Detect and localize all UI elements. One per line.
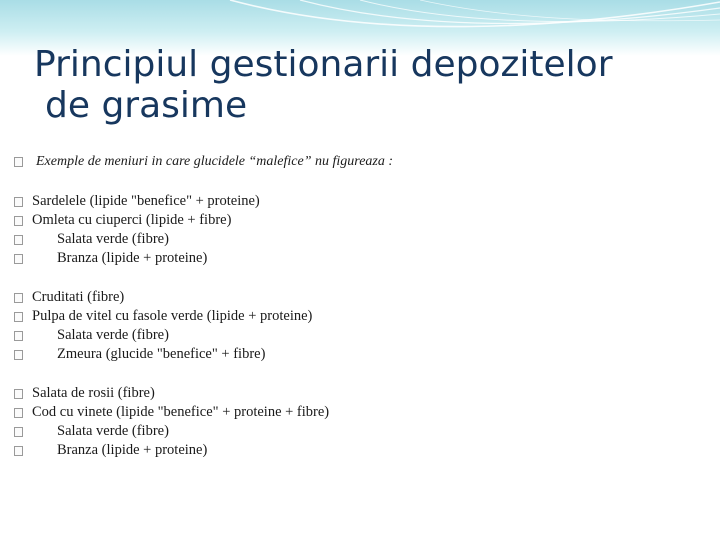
list-item bbox=[14, 403, 329, 422]
square-bullet-icon bbox=[14, 312, 23, 322]
list-item bbox=[14, 384, 155, 403]
list-item-text: Zmeura (glucide "benefice" + fibre) bbox=[57, 346, 266, 362]
list-item-text: Cod cu vinete (lipide "benefice" + proteine + fibre) bbox=[32, 404, 330, 420]
list-item bbox=[14, 192, 260, 211]
square-bullet-icon bbox=[14, 235, 23, 245]
list-item-text: Omleta cu ciuperci (lipide + fibre) bbox=[32, 212, 232, 228]
intro-item bbox=[14, 152, 393, 171]
list-item bbox=[14, 326, 169, 345]
square-bullet-icon bbox=[14, 427, 23, 437]
list-item bbox=[14, 441, 207, 460]
list-item bbox=[14, 422, 169, 441]
square-bullet-icon bbox=[14, 197, 23, 207]
page-title bbox=[34, 44, 694, 126]
square-bullet-icon bbox=[14, 389, 23, 399]
square-bullet-icon bbox=[14, 254, 23, 264]
square-bullet-icon bbox=[14, 293, 23, 303]
square-bullet-icon bbox=[14, 157, 23, 167]
list-item-text: Sardelele (lipide "benefice" + proteine) bbox=[32, 193, 260, 209]
list-item bbox=[14, 249, 207, 268]
square-bullet-icon bbox=[14, 216, 23, 226]
square-bullet-icon bbox=[14, 408, 23, 418]
list-item-text: Salata de rosii (fibre) bbox=[32, 385, 155, 401]
list-item-text: Cruditati (fibre) bbox=[32, 289, 125, 305]
list-item bbox=[14, 307, 312, 326]
square-bullet-icon bbox=[14, 446, 23, 456]
list-item-text: Salata verde (fibre) bbox=[57, 327, 169, 343]
list-item bbox=[14, 230, 169, 249]
list-item-text: Branza (lipide + proteine) bbox=[57, 442, 208, 458]
list-item-text: Branza (lipide + proteine) bbox=[57, 250, 208, 266]
title-line-2: de grasime bbox=[45, 85, 248, 126]
square-bullet-icon bbox=[14, 350, 23, 360]
list-item-text: Salata verde (fibre) bbox=[57, 423, 169, 439]
list-item bbox=[14, 345, 265, 364]
square-bullet-icon bbox=[14, 331, 23, 341]
list-item-text: Salata verde (fibre) bbox=[57, 231, 169, 247]
list-item bbox=[14, 288, 124, 307]
intro-text: Exemple de meniuri in care glucidele “malefice” nu figureaza : bbox=[36, 153, 394, 169]
title-line-1: Principiul gestionarii depozitelor bbox=[34, 44, 613, 85]
list-item-text: Pulpa de vitel cu fasole verde (lipide + proteine) bbox=[32, 308, 313, 324]
list-item bbox=[14, 211, 231, 230]
